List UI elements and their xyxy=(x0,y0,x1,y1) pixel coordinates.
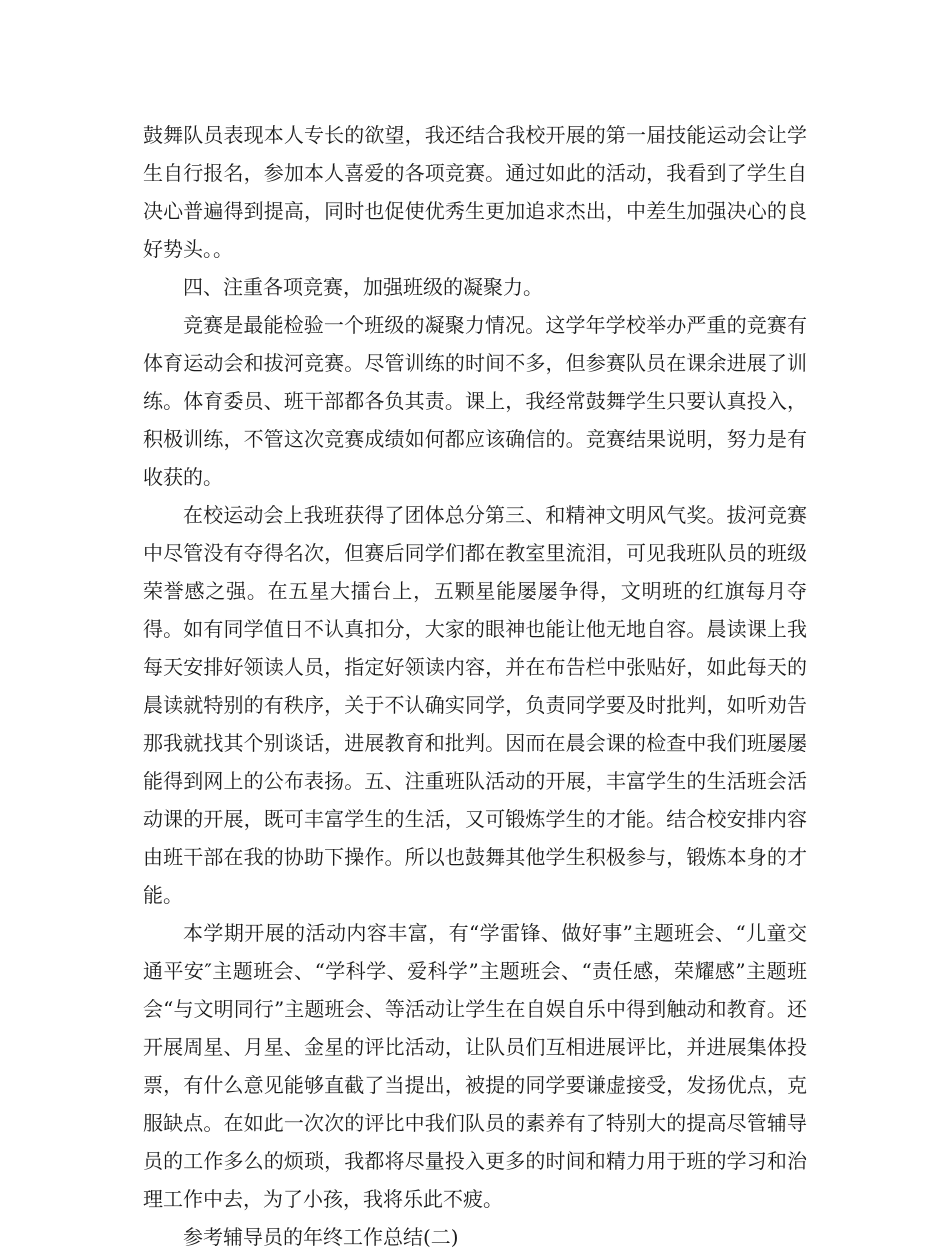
paragraph-activities: 本学期开展的活动内容丰富，有“学雷锋、做好事”主题班会、“儿童交通平安″主题班会、“学科学、爱科学”主题班会、“责任感，荣耀感”主题班会“与文明同行”主题班会、等活动让学生在自娱自乐中得到触动和教育。还开展周星、月星、金星的评比活动，让队员们互相进展评比，并进展集体投票，有什么意见能够直截了当提出，被提的同学要谦虚接受，发扬优点，克服缺点。在如此一次次的评比中我们队员的素养有了特别大的提高尽管辅导员的工作多么的烦琐，我都将尽量投入更多的时间和精力用于班的学习和治理工作中去，为了小孩，我将乐此不疲。 xyxy=(143,921,807,1211)
document-title-part-two: 参考辅导员的年终工作总结(二) xyxy=(183,1225,459,1249)
document-body xyxy=(143,116,807,1256)
paragraph-sports-meet: 在校运动会上我班获得了团体总分第三、和精神文明风气奖。拔河竞赛中尽管没有夺得名次，但赛后同学们都在教室里流泪，可见我班队员的班级荣誉感之强。在五星大擂台上，五颗星能屡屡争得，文明班的红旗每月夺得。如有同学值日不认真扣分，大家的眼神也能让他无地自容。晨读课上我每天安排好领读人员，指定好领读内容，并在布告栏中张贴好，如此每天的晨读就特别的有秩序，关于不认确实同学，负责同学要及时批判，如听劝告那我就找其个别谈话，进展教育和批判。因而在晨会课的检查中我们班屡屡能得到网上的公布表扬。五、注重班队活动的开展，丰富学生的生活班会活动课的开展，既可丰富学生的生活，又可锻炼学生的才能。结合校安排内容由班干部在我的协助下操作。所以也鼓舞其他学生积极参与，锻炼本身的才能。 xyxy=(143,503,807,907)
paragraph-continuation: 鼓舞队员表现本人专长的欲望，我还结合我校开展的第一届技能运动会让学生自行报名，参加本人喜爱的各项竞赛。通过如此的活动，我看到了学生自决心普遍得到提高，同时也促使优秀生更加追求杰出，中差生加强决心的良好势头。。 xyxy=(143,123,807,261)
section-heading-four: 四、注重各项竞赛，加强班级的凝聚力。 xyxy=(183,275,543,299)
paragraph-competition: 竞赛是最能检验一个班级的凝聚力情况。这学年学校举办严重的竞赛有体育运动会和拔河竞赛。尽管训练的时间不多，但参赛队员在课余进展了训练。体育委员、班干部都各负其责。课上，我经常鼓舞学生只要认真投入，积极训练，不管这次竞赛成绩如何都应该确信的。竞赛结果说明，努力是有收获的。 xyxy=(143,313,807,489)
